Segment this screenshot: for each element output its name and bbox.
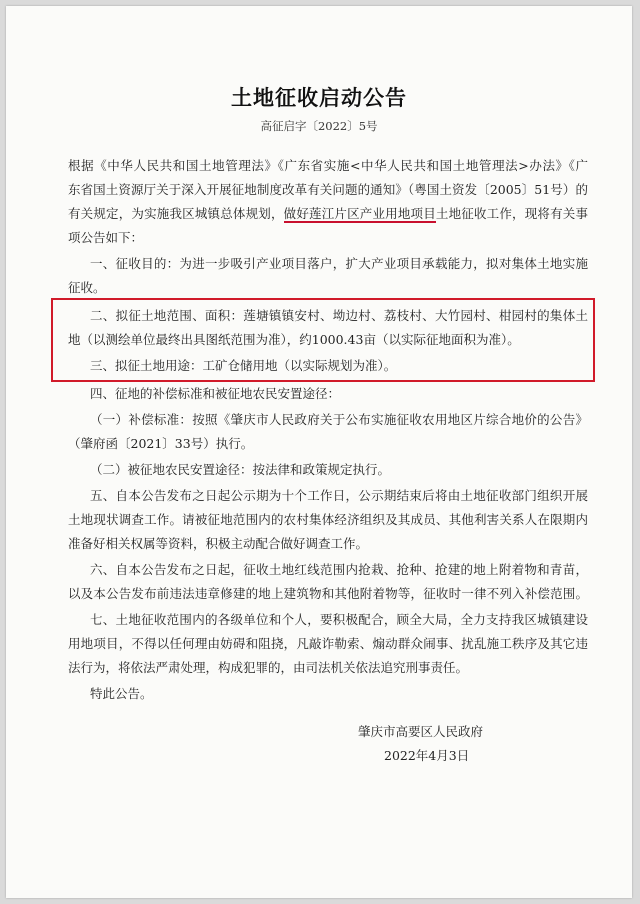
document-page [6, 6, 632, 898]
paragraph-line: （肇府函〔2021〕33号）执行。 [68, 436, 254, 451]
paragraph-line: 地（以测绘单位最终出具图纸范围为准），约1000.43亩（以实际征地面积为准）。 [68, 332, 520, 347]
paragraph-line: 三、拟征土地用途：工矿仓储用地（以实际规划为准）。 [90, 358, 397, 373]
paragraph-line: （一）补偿标准：按照《肇庆市人民政府关于公布实施征收农用地区片综合地价的公告》 [90, 412, 588, 427]
issuer-name: 肇庆市高要区人民政府 [358, 724, 484, 739]
paragraph-line: 根据《中华人民共和国土地管理法》《广东省实施<中华人民共和国土地管理法>办法》《广 [68, 158, 588, 173]
paragraph-line: 一、征收目的：为进一步吸引产业项目落户，扩大产业项目承载能力，拟对集体土地实施 [90, 256, 588, 271]
paragraph-line: 用地项目，不得以任何理由妨碍和阻挠，凡敲诈勒索、煽动群众闹事、扰乱施工秩序及其它违 [68, 636, 588, 651]
paragraph-line: 以及本公告发布前违法违章修建的地上建筑物和其他附着物等，征收时一律不列入补偿范围。 [68, 586, 588, 601]
paragraph-line: 二、拟征土地范围、面积：莲塘镇镇安村、坳边村、荔枝村、大竹园村、柑园村的集体土 [90, 308, 588, 323]
page-title: 土地征收启动公告 [231, 86, 407, 110]
paragraph-line: （二）被征地农民安置途径：按法律和政策规定执行。 [90, 462, 391, 477]
paragraph-line: 项公告如下： [68, 230, 144, 245]
paragraph-line: 征收。 [68, 280, 106, 295]
paragraph-line: 七、土地征收范围内的各级单位和个人，要积极配合，顾全大局，全力支持我区城镇建设 [90, 612, 588, 627]
paragraph-line: 东省国土资源厅关于深入开展征地制度改革有关问题的通知》（粤国土资发〔2005〕51号）的 [68, 182, 588, 197]
paragraph-line: 六、自本公告发布之日起，征收土地红线范围内抢栽、抢种、抢建的地上附着物和青苗， [90, 562, 588, 577]
paragraph-line: 土地现状调查工作。请被征地范围内的农村集体经济组织及其成员、其他利害关系人在限期内 [68, 512, 588, 527]
paragraph-line: 法行为，将依法严肃处理，构成犯罪的，由司法机关依法追究刑事责任。 [68, 660, 469, 675]
closing-line: 特此公告。 [90, 686, 153, 701]
highlighted-project-name: 做好莲江片区产业用地项目 [283, 206, 436, 221]
issue-date: 2022年4月3日 [384, 748, 470, 763]
text-segment: 有关规定，为实施我区城镇总体规划， [68, 206, 284, 221]
paragraph-line-highlight [68, 206, 588, 222]
paragraph-line: 准备好相关权属等资料，积极主动配合做好调查工作。 [68, 536, 369, 551]
paragraph-line: 五、自本公告发布之日起公示期为十个工作日，公示期结束后将由土地征收部门组织开展 [90, 488, 588, 503]
paragraph-line: 四、征地的补偿标准和被征地农民安置途径： [90, 386, 341, 401]
text-segment: 土地征收工作，现将有关事 [435, 206, 588, 221]
document-number: 高征启字〔2022〕5号 [260, 119, 378, 133]
